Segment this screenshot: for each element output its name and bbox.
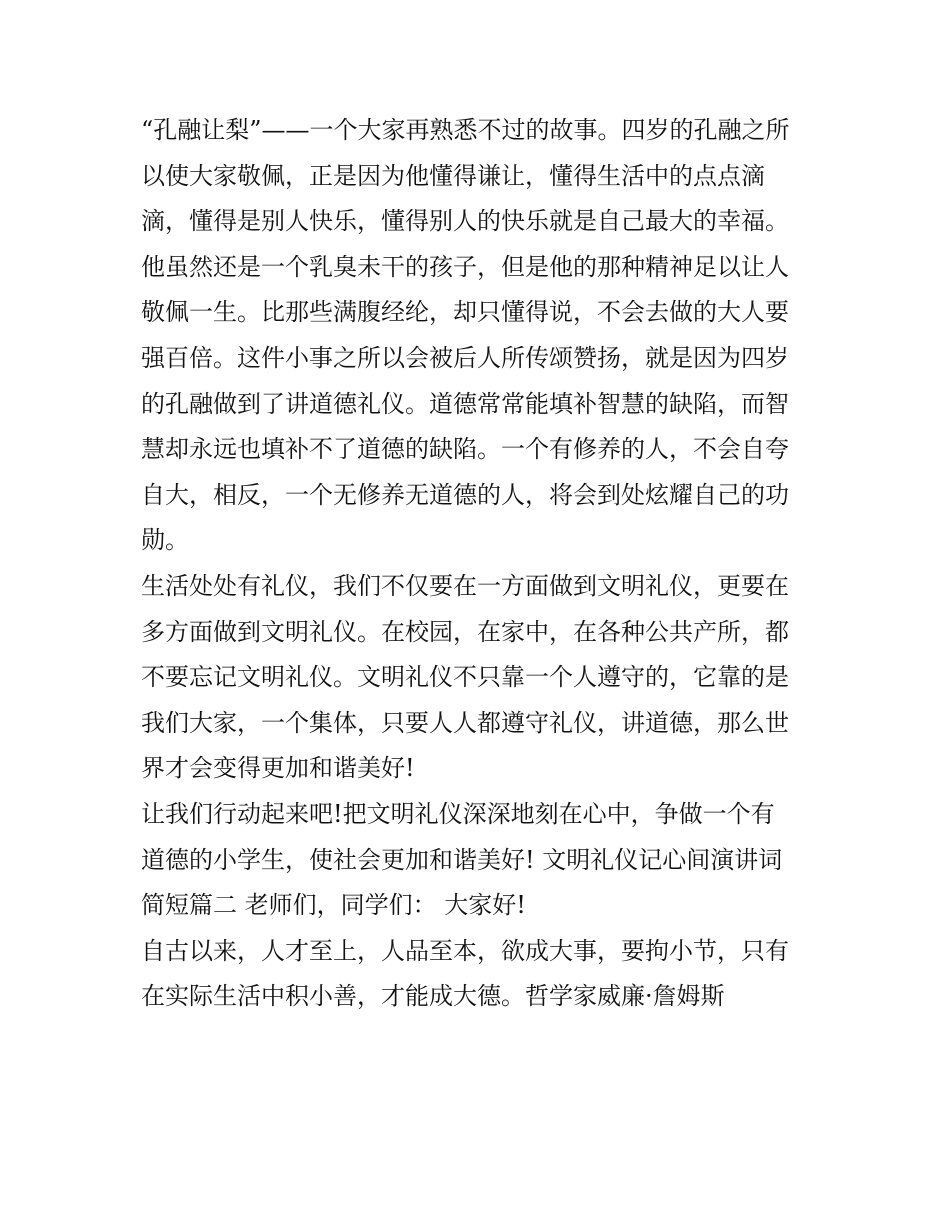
text-line: 不要忘记文明礼仪。文明礼仪不只靠一个人遵守的，它靠的是 [141, 663, 789, 692]
text-line: 勋。 [141, 526, 189, 555]
text-line: 生活处处有礼仪，我们不仅要在一方面做到文明礼仪，更要在 [141, 571, 789, 600]
text-line: 滴，懂得是别人快乐，懂得别人的快乐就是自己最大的幸福。 [141, 207, 789, 236]
text-line: 简短篇二 老师们，同学们： 大家好! [141, 891, 526, 920]
text-line: 让我们行动起来吧!把文明礼仪深深地刻在心中，争做一个有 [141, 799, 775, 828]
text-line: 界才会变得更加和谐美好! [141, 754, 415, 783]
document-body [141, 108, 821, 1020]
text-line: 我们大家，一个集体，只要人人都遵守礼仪，讲道德，那么世 [141, 708, 789, 737]
text-line: 自大，相反，一个无修养无道德的人，将会到处炫耀自己的功 [141, 480, 789, 509]
text-line: 的孔融做到了讲道德礼仪。道德常常能填补智慧的缺陷，而智 [141, 389, 789, 418]
text-line: 强百倍。这件小事之所以会被后人所传颂赞扬，就是因为四岁 [141, 343, 789, 372]
text-line: 道德的小学生，使社会更加和谐美好! 文明礼仪记心间演讲词 [141, 845, 783, 874]
text-line: 在实际生活中积小善，才能成大德。哲学家威廉·詹姆斯 [141, 982, 725, 1011]
text-line: 慧却永远也填补不了道德的缺陷。一个有修养的人，不会自夸 [141, 435, 789, 464]
text-line: 敬佩一生。比那些满腹经纶，却只懂得说，不会去做的大人要 [141, 298, 789, 327]
text-line: 自古以来，人才至上，人品至本，欲成大事，要拘小节，只有 [141, 936, 789, 965]
text-line: 以使大家敬佩，正是因为他懂得谦让，懂得生活中的点点滴 [141, 161, 765, 190]
text-line: 他虽然还是一个乳臭未干的孩子，但是他的那种精神足以让人 [141, 252, 789, 281]
text-line: 多方面做到文明礼仪。在校园，在家中，在各种公共产所，都 [141, 617, 789, 646]
text-line: “孔融让梨”——一个大家再熟悉不过的故事。四岁的孔融之所 [141, 116, 790, 144]
